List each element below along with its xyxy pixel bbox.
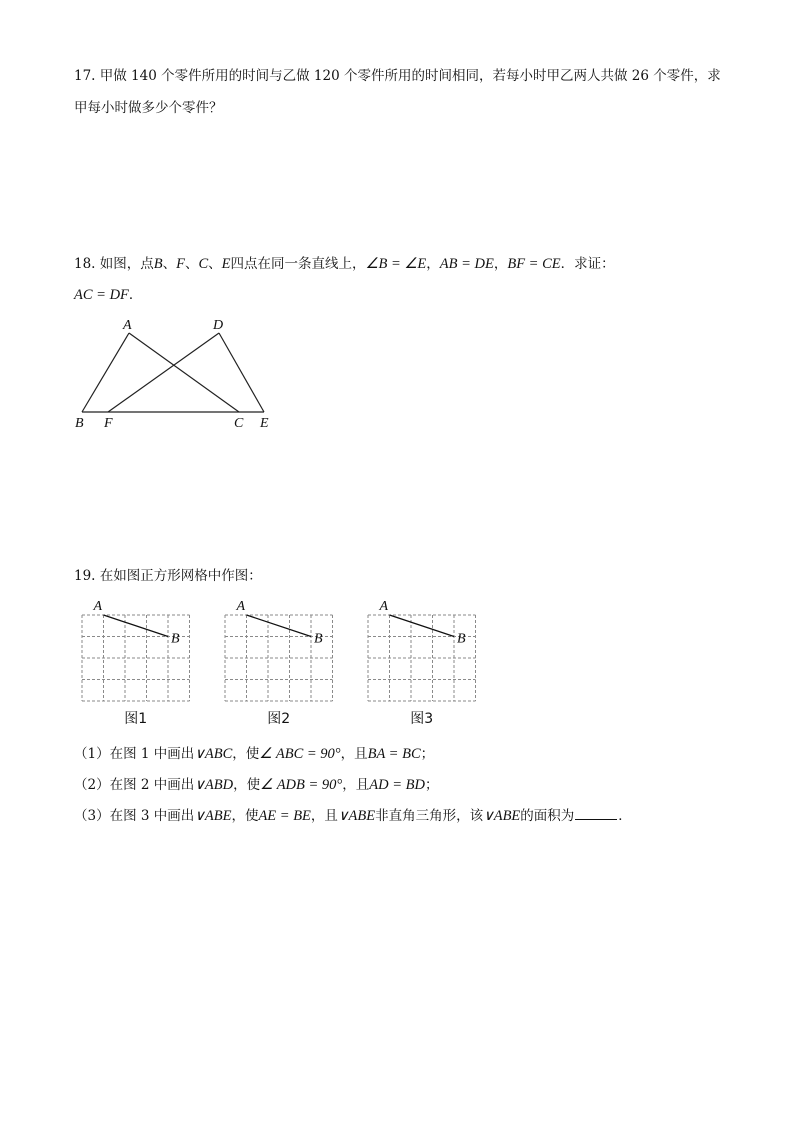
p2-text: ；: [424, 777, 439, 793]
p3-equal-condition: AE = BE: [258, 808, 311, 824]
segment-de: [219, 333, 264, 412]
q17-line1: 17. 甲做 140 个零件所用的时间与乙做 120 个零件所用的时间相同，若每小时甲乙两人共做 26 个零件，求: [74, 68, 721, 84]
segment-ab: [104, 615, 169, 637]
segment-ab: [247, 615, 312, 637]
label-a: A: [379, 599, 389, 614]
segment-ab: [82, 333, 129, 412]
figure-caption: 图3: [410, 711, 434, 725]
q18-sep: 、: [208, 256, 222, 272]
p1-text: （1）在图 1 中画出: [74, 746, 195, 762]
label-b: B: [75, 416, 84, 431]
p2-angle-condition: ∠ ADB = 90°: [260, 777, 343, 793]
q18-text1: 四点在同一条直线上，: [230, 256, 366, 272]
answer-blank[interactable]: [575, 807, 617, 820]
p1-triangle: ∨ABC: [194, 746, 233, 762]
q18-point-c: C: [198, 256, 209, 272]
label-c: C: [234, 416, 244, 431]
label-a: A: [236, 599, 246, 614]
p3-text: ，且: [310, 808, 338, 824]
grid-figure-3: [356, 595, 486, 725]
p2-text: （2）在图 2 中画出: [74, 777, 195, 793]
p3-text: ．: [618, 808, 632, 824]
q18-concl: AC = DF: [74, 287, 129, 303]
q19-part3: [74, 806, 632, 826]
q19-part1: [74, 744, 434, 764]
p1-text: ，使: [232, 746, 260, 762]
p3-text: 的面积为: [520, 808, 575, 824]
figure-caption: 图2: [267, 711, 291, 725]
label-f: F: [104, 416, 113, 431]
label-b: B: [457, 631, 466, 647]
grid-figure-2: [213, 595, 343, 725]
q18-cond2: AB = DE: [439, 256, 494, 272]
figure-caption: 图1: [124, 711, 148, 725]
q18-point-f: F: [176, 256, 185, 272]
p1-angle-condition: ∠ ABC = 90°: [259, 746, 341, 762]
label-a: A: [93, 599, 103, 614]
q18-number: 18. 如图，点: [74, 256, 154, 272]
segment-fd: [108, 333, 219, 412]
label-e: E: [260, 416, 269, 431]
q17-line2: 甲每小时做多少个零件？: [74, 100, 223, 116]
p3-triangle: ∨ABE: [194, 808, 232, 824]
q18-cond1: ∠B = ∠E: [365, 256, 427, 272]
p3-text: 非直角三角形，该: [375, 808, 484, 824]
q18-figure: [60, 310, 290, 440]
p1-text: ，且: [340, 746, 368, 762]
p2-equal-condition: AD = BD: [369, 777, 425, 793]
segment-ab: [390, 615, 455, 637]
p3-text: （3）在图 3 中画出: [74, 808, 195, 824]
q18-text2: ．求证：: [560, 256, 615, 272]
p2-text: ，且: [342, 777, 370, 793]
p3-triangle: ∨ABE: [337, 808, 376, 824]
p2-triangle: ∨ABD: [194, 777, 234, 793]
label-b: B: [171, 631, 180, 647]
label-d: D: [213, 318, 224, 333]
q19-part2: [74, 775, 438, 795]
q18-point-b: B: [153, 256, 163, 272]
segment-ac: [129, 333, 239, 412]
q19-title: 19. 在如图正方形网格中作图：: [74, 568, 262, 584]
p1-text: ；: [420, 746, 435, 762]
q18-statement: [74, 254, 615, 274]
q18-point-e: E: [221, 256, 231, 272]
q18-sep: 、: [184, 256, 199, 272]
label-b: B: [314, 631, 323, 647]
q18-conclusion: [74, 285, 142, 305]
q18-cond3: BF = CE: [507, 256, 561, 272]
p1-equal-condition: BA = BC: [367, 746, 421, 762]
q18-concl-end: ．: [128, 287, 143, 303]
q18-sep: 、: [162, 256, 177, 272]
p3-triangle: ∨ABE: [483, 808, 521, 824]
q18-comma: ，: [426, 256, 440, 272]
q18-comma: ，: [493, 256, 508, 272]
p2-text: ，使: [233, 777, 261, 793]
grid-figure-1: [70, 595, 200, 725]
label-a: A: [123, 318, 132, 333]
p3-text: ，使: [231, 808, 259, 824]
